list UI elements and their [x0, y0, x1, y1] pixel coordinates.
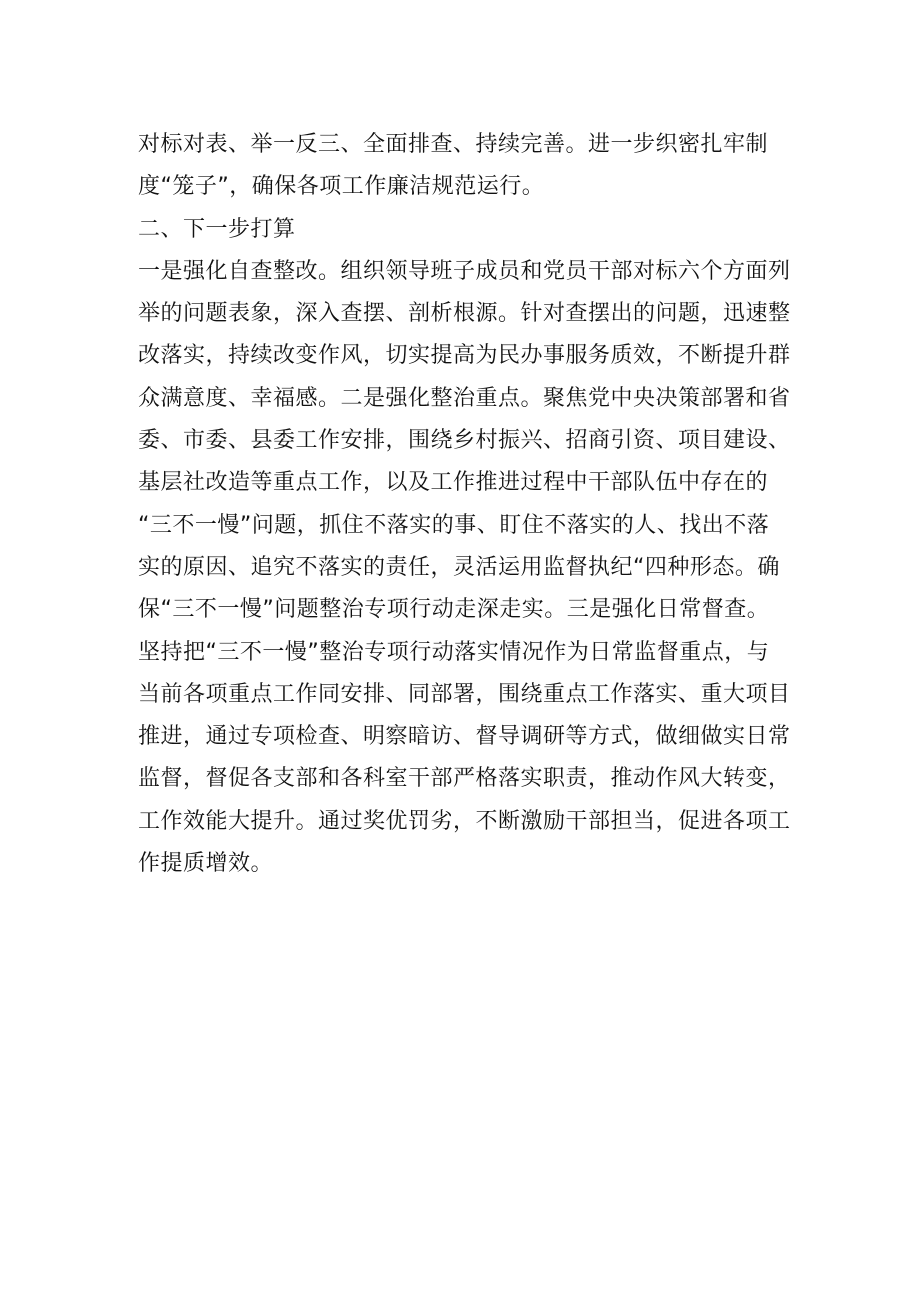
text-line-1: 对标对表、举一反三、全面排查、持续完善。进一步织密扎牢制 — [138, 132, 769, 157]
text-line-10: “三不一慢”问题，抓住不落实的事、盯住不落实的人、找出不落 — [138, 512, 770, 538]
text-line-8: 委、市委、县委工作安排，围绕乡村振兴、招商引资、项目建设、 — [138, 428, 791, 454]
text-line-16: 监督，督促各支部和各科室干部严格落实职责，推动作风大转变， — [138, 766, 791, 792]
text-line-5: 举的问题表象，深入查摆、剖析根源。针对查摆出的问题，迅速整 — [138, 301, 791, 327]
text-line-12: 保“三不一慢”问题整治专项行动走深走实。三是强化日常督查。 — [138, 597, 770, 623]
text-line-18: 作提质增效。 — [138, 851, 274, 877]
text-line-2: 度“笼子”，确保各项工作廉洁规范运行。 — [138, 174, 545, 200]
text-line-14: 当前各项重点工作同安排、同部署，围绕重点工作落实、重大项目 — [138, 681, 791, 707]
text-line-17: 工作效能大提升。通过奖优罚劣，不断激励干部担当，促进各项工 — [138, 808, 791, 834]
text-line-9: 基层社改造等重点工作，以及工作推进过程中干部队伍中存在的 — [138, 470, 769, 496]
text-line-4: 一是强化自查整改。组织领导班子成员和党员干部对标六个方面列 — [138, 258, 791, 284]
document-body — [138, 124, 818, 885]
text-line-6: 改落实，持续改变作风，切实提高为民办事服务质效，不断提升群 — [138, 343, 791, 369]
text-line-15: 推进，通过专项检查、明察暗访、督导调研等方式，做细做实日常 — [138, 724, 791, 750]
text-line-11: 实的原因、追究不落实的责任，灵活运用监督执纪“四种形态。确 — [138, 554, 780, 580]
section-heading: 二、下一步打算 — [138, 216, 296, 242]
text-line-7: 众满意度、幸福感。二是强化整治重点。聚焦党中央决策部署和省 — [138, 385, 791, 411]
text-line-13: 坚持把“三不一慢”整治专项行动落实情况作为日常监督重点，与 — [138, 639, 770, 665]
